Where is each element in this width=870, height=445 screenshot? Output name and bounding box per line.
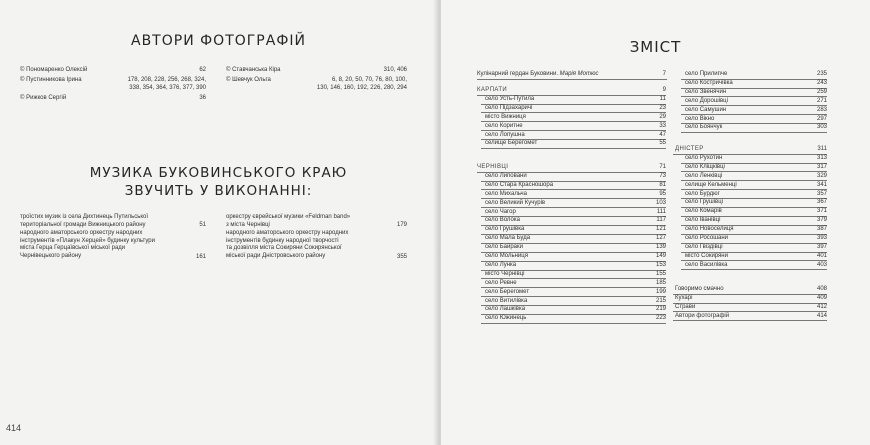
toc-entry-page: 403 [816, 261, 827, 268]
toc-entry-page: 71 [659, 164, 666, 170]
toc-entry-label: село Грушівці [685, 199, 723, 206]
toc-entry-label: село Великий Кучурів [485, 199, 546, 206]
toc-entry-label: село Мала Буда [485, 235, 531, 242]
toc-entry-page: 243 [816, 79, 827, 86]
contents-heading: ЗМІСТ [629, 38, 682, 56]
toc-entry-label: село Боянчук [685, 124, 723, 131]
toc-entry-page: 215 [655, 297, 666, 304]
toc-entry-page: 121 [655, 226, 666, 233]
toc-entry-label: село Лопушна [485, 131, 525, 138]
author-name: © Пустинникова Ірина [20, 77, 82, 83]
music-heading-line2: ЗВУЧИТЬ У ВИКОНАННІ: [124, 183, 313, 199]
toc-entry-page: 303 [816, 124, 827, 131]
toc-entry-label: село Усть-Путила [485, 95, 535, 102]
toc-entry-page: 409 [816, 294, 827, 301]
performer-page: 179 [396, 222, 407, 228]
toc-entry-page: 317 [816, 163, 827, 170]
toc-section-heading: КАРПАТИ [477, 87, 508, 93]
toc-entry-label: село Підзахаричі [485, 104, 533, 111]
toc-entry-page: 397 [816, 243, 827, 250]
performer-page: 161 [195, 254, 206, 260]
toc-entry-label: село Росошани [685, 235, 729, 241]
toc-entry-page: 219 [655, 306, 666, 313]
performer-entry: оркестру єврейської музики «Feldman band» з міста Чернівці [226, 214, 351, 228]
toc-entry-label: село Дорошівці [685, 97, 728, 104]
toc-entry-label: село Михальча [485, 190, 528, 197]
toc-entry-label: місто Вижниця [485, 113, 526, 120]
toc-entry-page: 127 [655, 235, 666, 242]
toc-entry-page: 357 [816, 190, 827, 197]
toc-entry-page: 153 [655, 261, 666, 268]
toc-entry-label: село Коритне [485, 122, 523, 129]
author-name: © Рижков Сергій [20, 95, 67, 101]
toc-entry-label: село Ревне [485, 279, 517, 286]
toc-entry-page: 9 [662, 87, 666, 93]
toc-entry-label: село Вікно [685, 115, 715, 122]
toc-entry-page: 367 [816, 199, 827, 206]
toc-entry-page: 329 [816, 172, 827, 179]
toc-entry-label: село Грушівка [485, 226, 525, 233]
toc-entry-label: село Самушин [685, 106, 727, 113]
toc-entry-page: 393 [816, 235, 827, 241]
authors-heading: АВТОРИ ФОТОГРАФІЙ [131, 33, 306, 49]
author-pages: 178, 208, 228, 256, 268, 324, [127, 77, 206, 83]
toc-entry-label: місто Сокиряни [685, 252, 728, 259]
toc-rule [481, 148, 666, 149]
toc-entry-page: 23 [659, 104, 666, 111]
toc-rule [681, 132, 827, 133]
toc-entry-label: село Новоселиця [685, 226, 734, 233]
toc-rule [481, 323, 666, 324]
toc-entry-label: село Витилівка [485, 297, 528, 304]
toc-entry-label: село Гвіздівці [685, 243, 723, 250]
toc-entry-page: 155 [655, 270, 666, 277]
toc-entry-page: 408 [816, 286, 827, 292]
toc-entry-page: 313 [816, 154, 827, 161]
performer-entry: народного аматорського оркестру народних інструментів будинку народної творчості та дозвілля міста Сокиряни Сокирянської міської ради Дністровського району [226, 230, 349, 259]
toc-entry-page: 149 [655, 253, 666, 259]
author-pages: 6, 8, 20, 50, 70, 76, 80, 100, [331, 77, 407, 83]
toc-entry-page: 259 [816, 88, 827, 95]
author-pages: 338, 354, 364, 376, 377, 390 [129, 85, 206, 91]
performer-page: 51 [199, 222, 206, 228]
toc-entry-label: село Комарів [685, 208, 722, 215]
toc-entry-page: 341 [816, 181, 827, 188]
performer-entry: народного аматорського оркестру народних інструментів «Плакун Херцей» будинку культури міста Герца Герцаївської міської ради Чернівецького району [20, 230, 155, 259]
author-pages: 62 [199, 67, 206, 73]
toc-entry-label: село Ленківці [685, 172, 723, 179]
performer-entry: троїстих музик із села Дихтинець Путильської територіальної громади Вижницького району [20, 214, 149, 228]
toc-entry-label: село Василівка [685, 261, 728, 268]
toc-entry-label: село Костричівка [685, 79, 733, 86]
toc-entry-label: селище Кельменці [685, 181, 737, 188]
toc-entry-page: 311 [817, 146, 827, 152]
music-heading-line1: МУЗИКА БУКОВИНСЬКОГО КРАЮ [89, 165, 348, 181]
author-name: © Пономаренко Олексій [20, 67, 88, 73]
author-pages: 130, 146, 160, 192, 226, 280, 294 [316, 85, 407, 91]
toc-intro: Кулінарний гердан Буковини. Марія Мотюс [477, 71, 599, 77]
toc-entry-page: 185 [655, 279, 666, 286]
toc-entry-page: 81 [659, 181, 666, 188]
toc-entry-label: село Лашківка [485, 306, 526, 313]
page-number: 414 [6, 423, 22, 433]
toc-entry-label: Автори фотографій [675, 312, 730, 319]
toc-entry-page: 412 [816, 303, 827, 310]
toc-entry-label: село Іванівці [685, 217, 721, 224]
toc-entry-label: місто Чернівці [485, 270, 525, 277]
toc-section-heading: ЧЕРНІВЦІ [477, 164, 509, 170]
toc-entry-page: 283 [816, 106, 827, 113]
author-name: © Шевчук Ольга [226, 77, 271, 83]
toc-entry-label: Кухарі [675, 294, 693, 301]
toc-entry-page: 33 [659, 122, 666, 129]
author-pages: 36 [199, 95, 206, 101]
toc-entry-page: 401 [816, 252, 827, 259]
toc-page: 7 [662, 71, 666, 77]
toc-entry-page: 223 [655, 315, 666, 322]
toc-entry-label: село Стара Красношора [485, 181, 554, 188]
toc-entry-page: 387 [816, 226, 827, 233]
toc-entry-label: село Бурдюг [685, 190, 720, 197]
toc-entry-page: 111 [656, 208, 666, 215]
toc-entry-page: 235 [816, 71, 827, 77]
toc-entry-label: село Прилипче [685, 71, 728, 77]
toc-entry-page: 297 [816, 115, 827, 122]
toc-entry-label: селище Берегомет [485, 140, 538, 147]
toc-rule [673, 320, 827, 321]
toc-entry-label: Страви [675, 303, 696, 310]
toc-entry-page: 117 [656, 217, 666, 224]
toc-entry-page: 379 [816, 217, 827, 224]
author-pages: 310, 406 [383, 67, 407, 73]
toc-rule [477, 79, 667, 80]
toc-entry-page: 371 [816, 208, 827, 215]
toc-entry-label: село Южинець [485, 315, 527, 322]
toc-entry-page: 414 [816, 312, 827, 319]
toc-entry-page: 11 [659, 95, 666, 102]
toc-rule [681, 269, 827, 270]
toc-entry-page: 47 [659, 131, 666, 138]
toc-entry-page: 139 [655, 244, 666, 251]
toc-entry-label: Говоримо смачно [675, 286, 724, 292]
toc-entry-label: село Лунка [485, 261, 517, 268]
toc-entry-page: 103 [655, 199, 666, 206]
toc-entry-label: село Мольниця [485, 253, 528, 259]
toc-entry-page: 199 [655, 288, 666, 295]
right-page [441, 0, 870, 445]
toc-entry-page: 55 [659, 140, 666, 147]
toc-entry-page: 271 [816, 97, 827, 104]
toc-entry-label: село Кліщківці [685, 163, 725, 170]
toc-entry-label: село Чагор [485, 208, 516, 215]
toc-entry-page: 95 [659, 190, 666, 197]
author-name: © Ставчанська Кіра [226, 67, 281, 73]
toc-entry-label: село Волока [485, 217, 520, 224]
toc-entry-label: село Рухотин [685, 154, 723, 161]
performer-page: 355 [396, 254, 407, 260]
toc-entry-label: село Байраки [485, 244, 523, 251]
toc-entry-page: 29 [659, 113, 666, 120]
toc-entry-page: 73 [659, 172, 666, 179]
toc-section-heading: ДНІСТЕР [675, 146, 704, 152]
toc-entry-label: село Берегомет [485, 288, 530, 295]
toc-entry-label: село Липовани [485, 172, 527, 179]
toc-entry-label: село Звенячин [685, 88, 727, 95]
